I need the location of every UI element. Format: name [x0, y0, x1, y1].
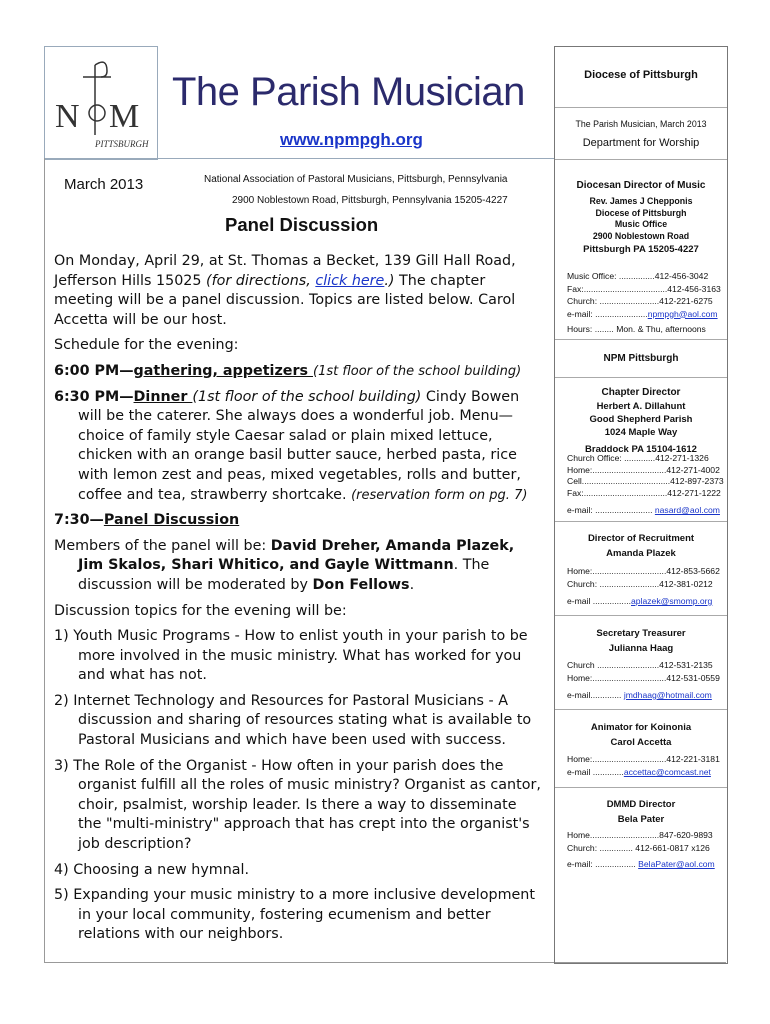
- treasurer-contacts: Church ..........................412-531-2135 Home:...............................412-531-0559 e-mail............. jmdhaag@hotmail.com: [567, 660, 720, 700]
- dmmd-email-link[interactable]: BelaPater@aol.com: [638, 859, 715, 869]
- header-separator: [157, 46, 158, 158]
- sidebar-divider: [555, 377, 727, 378]
- animator-contacts: Home:...............................412-221-3181 e-mail .............accettac@comcast.net: [567, 754, 720, 777]
- animator-name: Carol Accetta: [610, 737, 672, 748]
- schedule-item-gathering: 6:00 PM—gathering, appetizers (1st floor of the school building): [54, 362, 522, 379]
- newsletter-title: The Parish Musician: [172, 70, 525, 114]
- sidebar: [554, 46, 728, 964]
- recruit-contacts: Home:...............................412-853-5662 Church: .........................412-381-0212 e-mail ................aplazek@smomp.org: [567, 566, 720, 606]
- animator-email-link[interactable]: accettac@comcast.net: [623, 767, 711, 777]
- topic-item: 1) Youth Music Programs - How to enlist youth in your parish to be more involved in the music ministry. What has worked for you and what has not.: [54, 628, 528, 684]
- logo-box: [44, 46, 158, 160]
- director-contacts: Music Office: ...............412-456-3042 Fax:...................................412-456-3163 Church: .........................412-221-6275 e-mail: ......................npmpgh@aol.com Hours: ........ Mon. & Thu, afternoons: [567, 271, 721, 334]
- topic-item: 4) Choosing a new hymnal.: [54, 861, 250, 878]
- header-bottom-line: [44, 158, 554, 159]
- recruit-name: Amanda Plazek: [606, 548, 676, 559]
- directions-link[interactable]: click here: [315, 272, 385, 289]
- left-border: [44, 158, 45, 962]
- sidebar-dept: Department for Worship: [582, 137, 700, 149]
- org-name: National Association of Pastoral Musicians, Pittsburgh, Pennsylvania: [204, 174, 508, 185]
- intro-paragraph: On Monday, April 29, at St. Thomas a Becket, 139 Gill Hall Road, Jefferson Hills 15025 (for directions, click here.) The chapter meeting will be a panel discussion. Topics are listed below. Carol Accetta will be our host.: [54, 253, 516, 328]
- recruit-title: Director of Recruitment: [587, 533, 695, 544]
- chapter-contacts: Church Office: .............412-271-1326 Home:...............................412-271-4002 Cell.....................................412-897-2373 Fax:...................................412-271-1222 e-mail: ........................ nasard@aol.com: [567, 453, 724, 515]
- schedule-heading: Schedule for the evening:: [54, 337, 239, 354]
- treasurer-email-link[interactable]: jmdhaag@hotmail.com: [623, 690, 712, 700]
- chapter-info: Herbert A. Dillahunt Good Shepherd Parish 1024 Maple Way Braddock PA 15104-1612: [585, 401, 697, 455]
- topic-item: 2) Internet Technology and Resources for Pastoral Musicians - A discussion and sharing of resources stating what is available to Pastoral Musicians and which have been used with success.: [54, 692, 532, 749]
- dmmd-name: Bela Pater: [617, 814, 665, 825]
- sidebar-divider: [555, 521, 727, 522]
- sidebar-divider: [555, 615, 727, 616]
- director-title: Diocesan Director of Music: [576, 180, 706, 191]
- sidebar-issue: The Parish Musician, March 2013: [575, 119, 707, 129]
- treasurer-name: Julianna Haag: [608, 643, 674, 654]
- chapter-title: Chapter Director: [601, 387, 681, 398]
- schedule-item-panel: 7:30—Panel Discussion: [54, 512, 240, 529]
- website-link[interactable]: www.npmpgh.org: [280, 130, 423, 149]
- director-info: Rev. James J Chepponis Diocese of Pittsburgh Music Office 2900 Noblestown Road Pittsburgh PA 15205-4227: [583, 196, 699, 255]
- sidebar-divider: [555, 787, 727, 788]
- article-heading: Panel Discussion: [225, 214, 379, 235]
- svg-text:M: M: [109, 98, 140, 135]
- schedule-item-dinner: 6:30 PM—Dinner (1st floor of the school building) Cindy Bowen will be the caterer. She always does a wonderful job. Menu—choice of family style Caesar salad or plain mixed lettuce, chicken with an orange basil butter sauce, herbed pasta, rice with lemon zest and peas, mixed vegetables, rolls and butter, coffee and tea, strawberry shortcake. (reservation form on pg. 7): [54, 388, 528, 503]
- treasurer-title: Secretary Treasurer: [596, 628, 686, 639]
- logo-subtitle: PITTSBURGH: [95, 139, 149, 149]
- svg-text:N: N: [55, 98, 80, 135]
- topics-intro: Discussion topics for the evening will be:: [54, 602, 347, 619]
- sidebar-divider: [555, 159, 727, 160]
- issue-date: March 2013: [64, 176, 144, 193]
- sidebar-diocese: Diocese of Pittsburgh: [584, 69, 698, 81]
- topic-item: 5) Expanding your music ministry to a more inclusive development in your local community, fostering ecumenism and better relations with our neighbors.: [54, 887, 535, 943]
- panel-members: Members of the panel will be: David Dreher, Amanda Plazek, Jim Skalos, Shari Whitico, and Gayle Wittmann. The discussion will be moderated by Don Fellows.: [54, 537, 515, 593]
- sidebar-divider: [555, 107, 727, 108]
- dmmd-contacts: Home.............................847-620-9893 Church: .............. 412-661-0817 x126 e-mail: ................. BelaPater@aol.com: [567, 830, 715, 869]
- org-address: 2900 Noblestown Road, Pittsburgh, Pennsylvania 15205-4227: [232, 195, 508, 206]
- npm-heading: NPM Pittsburgh: [603, 353, 679, 364]
- topic-item: 3) The Role of the Organist - How often in your parish does the organist fulfill all the roles of music ministry? Organist as cantor, choir, psalmist, worship leader. Is there a way to disseminate the "multi-ministry" approach that has crept into the organist's job description?: [54, 757, 541, 853]
- dmmd-title: DMMD Director: [606, 799, 676, 810]
- animator-title: Animator for Koinonia: [590, 722, 692, 733]
- sidebar-divider: [555, 709, 727, 710]
- sidebar-divider: [555, 339, 727, 340]
- recruit-email-link[interactable]: aplazek@smomp.org: [631, 596, 713, 606]
- article-body: [54, 252, 544, 945]
- director-email-link[interactable]: npmpgh@aol.com: [647, 308, 718, 319]
- chapter-email-link[interactable]: nasard@aol.com: [654, 505, 720, 515]
